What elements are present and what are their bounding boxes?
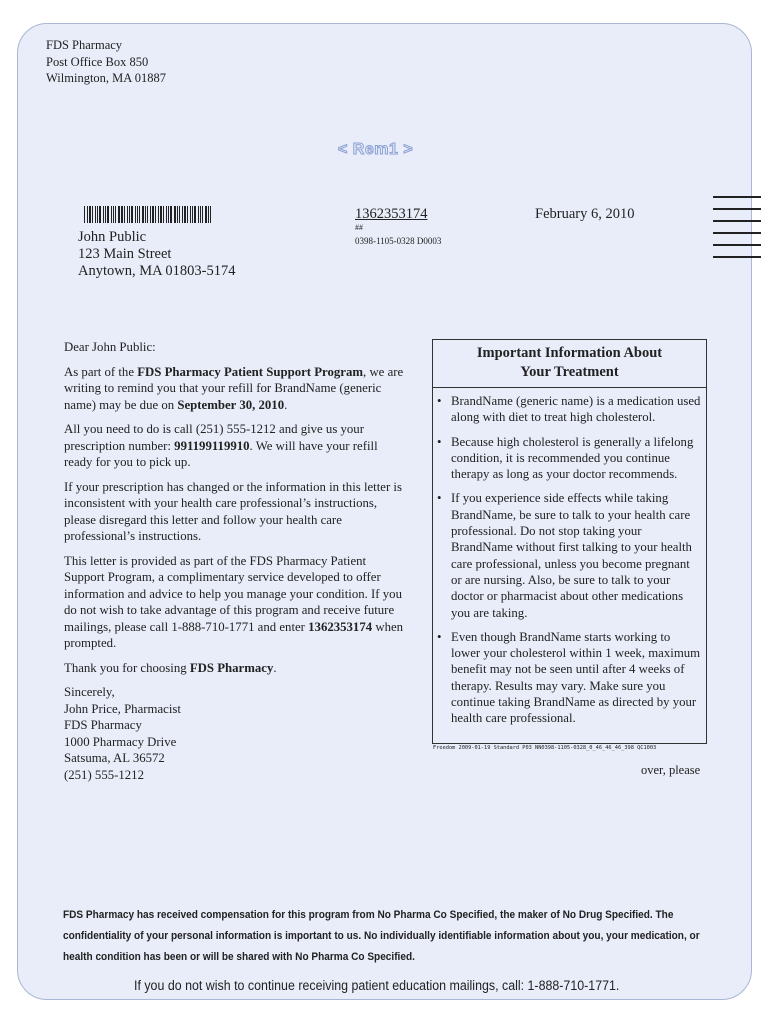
print-code: Freedom 2009-01-19 Standard P03 NN0398-1105-0328_0_46_46_46_398 QC1003 <box>433 745 657 751</box>
rx-number: 991199119910 <box>174 438 250 453</box>
registration-mark <box>713 256 761 258</box>
barcode-bar <box>131 206 133 223</box>
bullet-icon: • <box>437 434 442 449</box>
barcode-bar <box>87 206 88 223</box>
barcode-bar <box>92 206 93 223</box>
registration-mark <box>713 208 761 210</box>
signer-phone: (251) 555-1212 <box>64 767 144 782</box>
reference-code: 0398-1105-0328 D0003 <box>355 236 442 246</box>
barcode-bar <box>103 206 104 223</box>
barcode-bar <box>174 206 176 223</box>
barcode-bar <box>163 206 164 223</box>
signer-name: John Price, Pharmacist <box>64 701 181 716</box>
sender-name: FDS Pharmacy <box>46 38 123 52</box>
barcode-bar <box>166 206 167 223</box>
pharmacy-name: FDS Pharmacy <box>189 660 274 675</box>
opt-out-notice: If you do not wish to continue receiving patient education mailings, call: 1-888-710-1771. <box>134 978 620 993</box>
account-number: 1362353174 <box>355 206 428 222</box>
sender-city: Wilmington, MA 01887 <box>46 71 166 85</box>
info-item: • If you experience side effects while taking BrandName, be sure to talk to your health care professional. Do not stop taking your BrandName without first talking to your health care professional, unless you become pregnant or are nursing. Also, be sure to talk to your doctor or pharmacist about other medications you are taking. <box>437 491 692 620</box>
letter-body <box>64 339 408 783</box>
barcode-bar <box>192 206 193 223</box>
bullet-icon: • <box>437 629 442 644</box>
info-item: • Even though BrandName starts working to lower your cholesterol within 1 week, maximum benefit may not be seen until after 4 weeks of therapy. Results may vary. Make sure you continue taking BrandName as directed by your health care professional. <box>437 629 701 726</box>
letter-date: February 6, 2010 <box>535 206 635 222</box>
barcode-bar <box>187 206 188 223</box>
barcode-bar <box>135 206 136 223</box>
important-info-box <box>432 339 707 744</box>
barcode-bar <box>150 206 151 223</box>
paragraph-refill-reminder: As part of the FDS Pharmacy Patient Support Program, we are writing to remind you that your refill for BrandName (generic name) may be due on September 30, 2010. <box>64 364 404 412</box>
paragraph-thanks: Thank you for choosing FDS Pharmacy. <box>64 660 277 675</box>
reference-hash: ## <box>355 223 363 232</box>
info-item: • BrandName (generic name) is a medication used along with diet to treat high cholesterol. <box>437 394 701 425</box>
sender-address <box>46 37 166 87</box>
barcode-bar <box>99 206 101 223</box>
barcode-bar <box>158 206 159 223</box>
barcode-bar <box>145 206 146 223</box>
barcode-bar <box>155 206 156 223</box>
barcode-bar <box>170 206 172 223</box>
barcode-bar <box>205 206 207 223</box>
paragraph-disregard: If your prescription has changed or the information in this letter is inconsistent with your health care professional’s instructions, please disregard this letter and follow your health care professional’s instructions. <box>64 479 402 543</box>
barcode-bar <box>111 206 112 223</box>
signer-city: Satsuma, AL 36572 <box>64 751 165 765</box>
over-please: over, please <box>641 763 701 777</box>
info-box-title: Important Information About Your Treatment <box>433 340 706 388</box>
barcode-bar <box>152 206 154 223</box>
recipient-name: John Public <box>78 229 147 245</box>
barcode-bar <box>160 206 162 223</box>
barcode-bar <box>139 206 140 223</box>
barcode-bar <box>177 206 178 223</box>
bullet-icon: • <box>437 394 442 408</box>
barcode-bar <box>84 206 85 223</box>
barcode-bar <box>168 206 169 223</box>
barcode-bar <box>107 206 109 223</box>
bullet-icon: • <box>437 491 442 506</box>
paragraph-call: All you need to do is call (251) 555-1212 and give us your prescription number: 991199119910. We will have your refill ready for you to pick up. <box>64 422 378 469</box>
barcode-bar <box>194 206 196 223</box>
registration-mark <box>713 196 761 198</box>
compensation-disclaimer: FDS Pharmacy has received compensation for this program from No Pharma Co Specified, the maker of No Drug Specified. The confidentiality of your personal information is important to us. No individually identifiable information about you, your medication, or health condition has been or will be shared with No Pharma Co Specified. <box>63 909 700 963</box>
barcode-bar <box>95 206 96 223</box>
barcode-bar <box>97 206 98 223</box>
barcode-bar <box>182 206 183 223</box>
barcode-bar <box>147 206 148 223</box>
paragraph-program-info: This letter is provided as part of the FDS Pharmacy Patient Support Program, a complimentary service developed to offer information and advice to help you manage your condition. If you do not wish to take advantage of this program and receive future mailings, please call 1-888-710-1771 and enter 1362353174 when prompted. <box>64 553 404 650</box>
signer-company: FDS Pharmacy <box>64 718 142 732</box>
barcode-bar <box>118 206 120 223</box>
salutation: Dear John Public: <box>64 340 156 354</box>
barcode-bar <box>121 206 123 223</box>
barcode-bar <box>210 206 211 223</box>
barcode-bar <box>137 206 138 223</box>
barcode-bar <box>127 206 128 223</box>
barcode-bar <box>105 206 106 223</box>
barcode-bar <box>190 206 191 223</box>
signature-block <box>64 684 408 783</box>
barcode-bar <box>89 206 91 223</box>
registration-mark <box>713 232 761 234</box>
recipient-city: Anytown, MA 01803-5174 <box>78 263 236 279</box>
barcode-bar <box>200 206 201 223</box>
barcode-bar <box>129 206 130 223</box>
barcode-bar <box>184 206 186 223</box>
sender-po-box: Post Office Box 850 <box>46 54 149 69</box>
info-list <box>433 388 706 727</box>
registration-mark <box>713 244 761 246</box>
recipient-street: 123 Main Street <box>78 246 172 262</box>
barcode-bar <box>113 206 114 223</box>
barcode-bar <box>115 206 116 223</box>
registration-mark <box>713 220 761 222</box>
opt-out-code: 1362353174 <box>308 619 373 634</box>
registration-marks <box>713 196 761 268</box>
closing: Sincerely, <box>64 685 115 699</box>
due-date: September 30, 2010 <box>177 397 285 412</box>
barcode-bar <box>179 206 180 223</box>
barcode-bar <box>142 206 144 223</box>
rem-tag: < Rem1 > <box>338 141 414 158</box>
signer-street: 1000 Pharmacy Drive <box>64 734 177 749</box>
postal-barcode <box>84 206 214 223</box>
barcode-bar <box>124 206 125 223</box>
info-item: • Because high cholesterol is generally a lifelong condition, it is recommended you continue therapy as long as your doctor recommends. <box>437 434 694 482</box>
recipient-address <box>78 229 236 280</box>
barcode-bar <box>202 206 203 223</box>
barcode-bar <box>208 206 209 223</box>
program-name: FDS Pharmacy Patient Support Program <box>137 364 364 379</box>
barcode-bar <box>198 206 199 223</box>
